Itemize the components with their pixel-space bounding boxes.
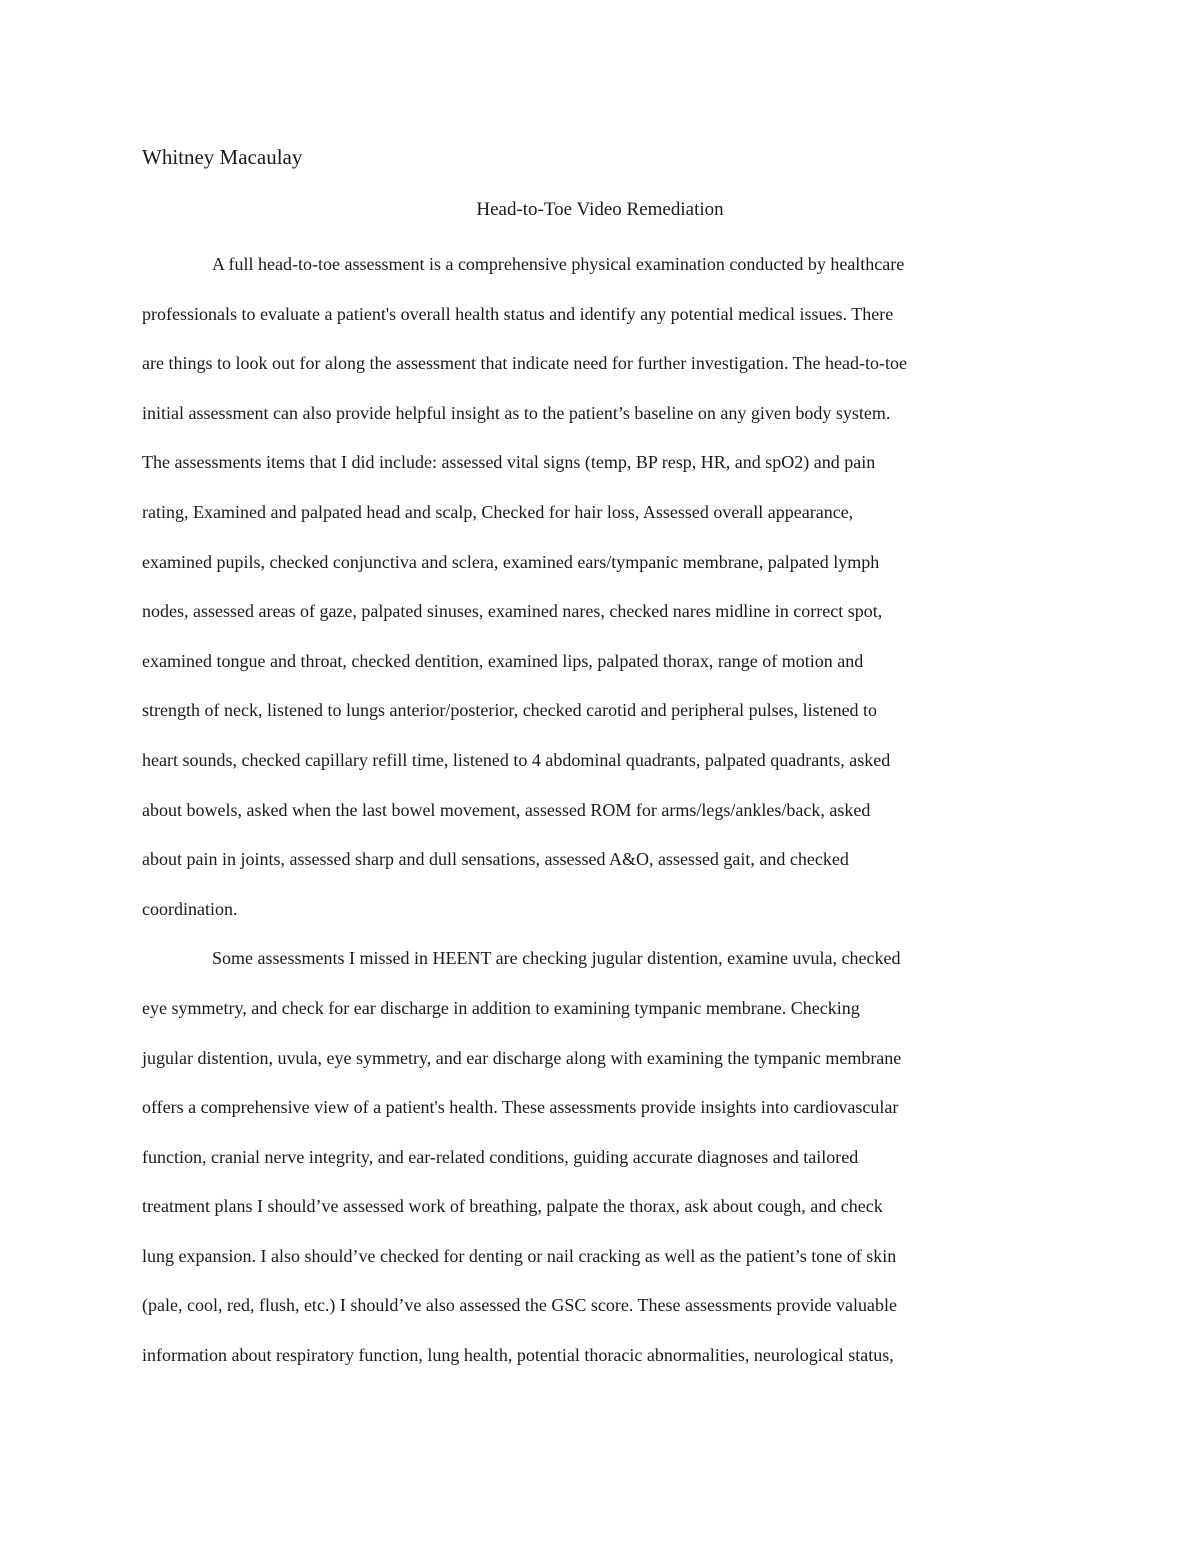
paragraph-2-line-6: treatment plans I should’ve assessed work of breathing, palpate the thorax, ask about cough, and check: [142, 1196, 883, 1217]
paragraph-1-line-6: rating, Examined and palpated head and scalp, Checked for hair loss, Assessed overall appearance,: [142, 501, 854, 522]
paragraph-1-line-11: heart sounds, checked capillary refill time, listened to 4 abdominal quadrants, palpated quadrants, asked: [142, 749, 891, 770]
paragraph-1-line-10: strength of neck, listened to lungs anterior/posterior, checked carotid and peripheral pulses, listened to: [142, 700, 878, 721]
paragraph-2-line-3: jugular distention, uvula, eye symmetry, and ear discharge along with examining the tympanic membrane: [142, 1047, 902, 1068]
paragraph-1-line-14: coordination.: [142, 898, 238, 919]
paragraph-1-line-4: initial assessment can also provide helpful insight as to the patient’s baseline on any given body system.: [142, 402, 891, 423]
paragraph-2-line-1: Some assessments I missed in HEENT are checking jugular distention, examine uvula, checked: [212, 948, 901, 969]
paragraph-1-line-9: examined tongue and throat, checked dentition, examined lips, palpated thorax, range of motion and: [142, 650, 864, 671]
paragraph-1-line-3: are things to look out for along the assessment that indicate need for further investigation. The head-to-toe: [142, 353, 907, 374]
author-name: Whitney Macaulay: [142, 145, 303, 169]
paragraph-2-line-8: (pale, cool, red, flush, etc.) I should’ve also assessed the GSC score. These assessments provide valuable: [142, 1295, 897, 1316]
paragraph-1-line-12: about bowels, asked when the last bowel movement, assessed ROM for arms/legs/ankles/back, asked: [142, 799, 871, 820]
document-title: Head-to-Toe Video Remediation: [476, 199, 724, 220]
document-body: [142, 248, 1058, 1389]
paragraph-1-line-2: professionals to evaluate a patient's overall health status and identify any potential medical issues. There: [142, 303, 894, 324]
paragraph-1-line-7: examined pupils, checked conjunctiva and sclera, examined ears/tympanic membrane, palpated lymph: [142, 551, 880, 572]
paragraph-1-line-1: A full head-to-toe assessment is a comprehensive physical examination conducted by healthcare: [212, 254, 905, 274]
paragraph-1-line-5: The assessments items that I did include: assessed vital signs (temp, BP resp, HR, and spO2) and pain: [142, 452, 876, 473]
paragraph-2-line-4: offers a comprehensive view of a patient's health. These assessments provide insights into cardiovascular: [142, 1097, 899, 1118]
paragraph-2-line-9: information about respiratory function, lung health, potential thoracic abnormalities, neurological status,: [142, 1345, 894, 1366]
paragraph-2-line-5: function, cranial nerve integrity, and ear-related conditions, guiding accurate diagnoses and tailored: [142, 1146, 859, 1167]
paragraph-1-line-13: about pain in joints, assessed sharp and dull sensations, assessed A&O, assessed gait, and checked: [142, 849, 849, 870]
paragraph-1-line-8: nodes, assessed areas of gaze, palpated sinuses, examined nares, checked nares midline in correct spot,: [142, 601, 883, 622]
paragraph-2-line-7: lung expansion. I also should’ve checked for denting or nail cracking as well as the patient’s tone of skin: [142, 1245, 897, 1266]
paragraph-2-line-2: eye symmetry, and check for ear discharge in addition to examining tympanic membrane. Checking: [142, 997, 860, 1018]
